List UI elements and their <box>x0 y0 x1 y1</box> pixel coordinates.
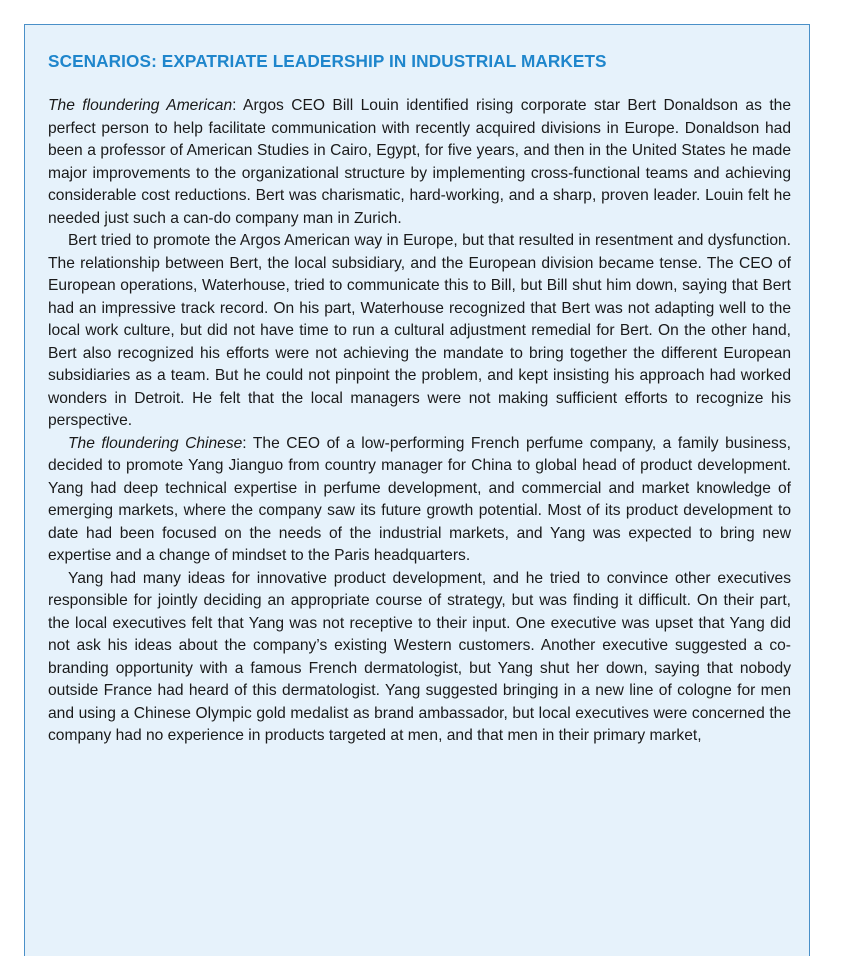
box-body <box>48 95 791 748</box>
paragraph-yang-ideas <box>48 568 791 748</box>
paragraph-floundering-chinese <box>48 433 791 568</box>
box-title: SCENARIOS: EXPATRIATE LEADERSHIP IN INDUSTRIAL MARKETS <box>48 51 607 71</box>
paragraph-lead: The floundering American <box>48 97 233 114</box>
paragraph-bert-in-europe <box>48 230 791 433</box>
paragraph-text: : The CEO of a low-performing French perfume company, a family business, decided to promote Yang Jianguo from country manager for China to global head of product development. Yang had deep technical expertise in perfume development, and commercial and market knowledge of emerging markets, where the company saw its future growth potential. Most of its product development to date had been focused on the needs of the industrial markets, and Yang was expected to bring new expertise and a change of mindset to the Paris headquarters. <box>48 434 791 564</box>
paragraph-floundering-american <box>48 95 791 230</box>
paragraph-text: Yang had many ideas for innovative product development, and he tried to convince other executives responsible for jointly deciding an appropriate course of strategy, but was finding it difficult. On their part, the local executives felt that Yang was not receptive to their input. One executive was upset that Yang did not ask his ideas about the company’s existing Western customers. Another executive suggested a co-branding opportunity with a famous French dermatologist, but Yang shut her down, saying that nobody outside France had heard of this dermatologist. Yang suggested bringing in a new line of cologne for men and using a Chinese Olympic gold medalist as brand ambassador, but local executives were concerned the company had no experience in products targeted at men, and that men in their primary market, <box>48 569 791 744</box>
scenario-box <box>24 24 810 956</box>
paragraph-text: : Argos CEO Bill Louin identified rising corporate star Bert Donaldson as the perfect person to help facilitate communication with recently acquired divisions in Europe. Donaldson had been a professor of American Studies in Cairo, Egypt, for five years, and then in the United States he made major improvements to the organizational structure by implementing cross-functional teams and achieving considerable cost reductions. Bert was charismatic, hard-working, and a sharp, proven leader. Louin felt he needed just such a can-do company man in Zurich. <box>48 97 791 227</box>
paragraph-lead: The floundering Chinese <box>68 434 243 452</box>
paragraph-text: Bert tried to promote the Argos American way in Europe, but that resulted in resentment and dysfunction. The relationship between Bert, the local subsidiary, and the European division became tense. The CEO of European operations, Waterhouse, tried to communicate this to Bill, but Bill shut him down, saying that Bert had an impressive track record. On his part, Waterhouse recognized that Bert was not adapting well to the local work culture, but did not have time to run a cultural adjustment remedial for Bert. On the other hand, Bert also recognized his efforts were not achieving the mandate to bring together the different European subsidiaries as a team. But he could not pinpoint the problem, and kept insisting his approach had worked wonders in Detroit. He felt that the local managers were not making sufficient efforts to recognize his perspective. <box>48 232 791 429</box>
